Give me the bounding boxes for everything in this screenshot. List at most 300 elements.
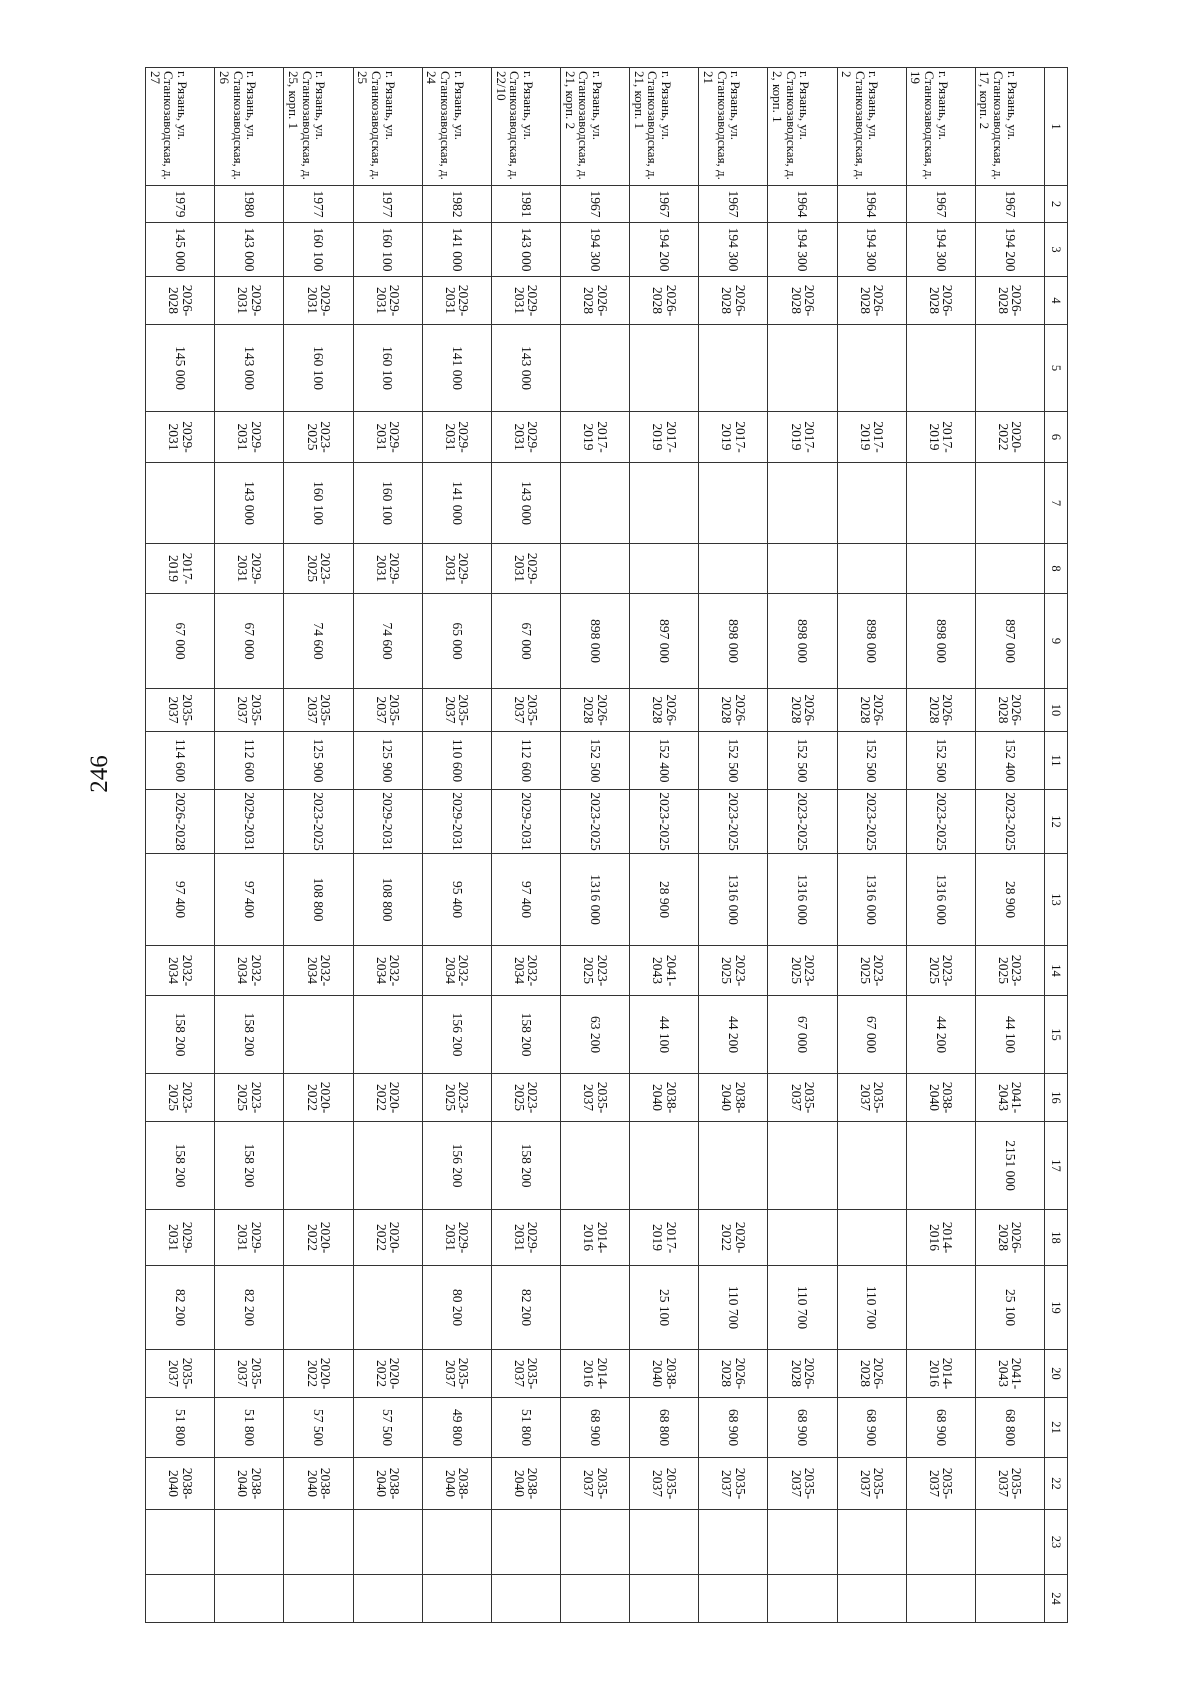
table-cell: 2023-2025: [699, 790, 768, 854]
table-cell: [837, 544, 906, 594]
table-cell: 2029-2031: [146, 1210, 215, 1266]
table-cell: 112 600: [491, 732, 560, 790]
column-header: 22: [1045, 1458, 1068, 1510]
table-cell: 2023-2025: [561, 946, 630, 996]
table-cell: 67 000: [491, 594, 560, 689]
table-cell: [630, 325, 699, 412]
table-cell: [975, 1575, 1044, 1623]
table-cell: 51 800: [491, 1398, 560, 1458]
table-cell: [630, 463, 699, 544]
table-cell: 68 900: [768, 1398, 837, 1458]
table-cell: 97 400: [146, 854, 215, 946]
table-cell: 1316 000: [906, 854, 975, 946]
table-cell: 2023-2025: [906, 790, 975, 854]
table-cell: 28 900: [975, 854, 1044, 946]
column-header: 16: [1045, 1074, 1068, 1122]
table-cell: [284, 1266, 353, 1350]
table-cell: [768, 1210, 837, 1266]
table-cell: 63 200: [561, 996, 630, 1074]
table-cell: 2029-2031: [422, 790, 491, 854]
table-cell: 1980: [215, 186, 284, 223]
table-cell: 2026-2028: [768, 689, 837, 732]
table-row: [630, 68, 699, 1623]
table-cell: [353, 1575, 422, 1623]
table-cell: 145 000: [146, 223, 215, 277]
column-header: 6: [1045, 412, 1068, 463]
table-cell: 108 800: [353, 854, 422, 946]
table-cell: 194 200: [975, 223, 1044, 277]
table-cell: [215, 1575, 284, 1623]
table-cell: 2026-2028: [837, 1350, 906, 1398]
column-header: 18: [1045, 1210, 1068, 1266]
table-cell: 2026-2028: [699, 689, 768, 732]
table-cell: 2020-2022: [975, 412, 1044, 463]
table-cell: 2020-2022: [353, 1350, 422, 1398]
table-cell: 141 000: [422, 325, 491, 412]
table-cell: 152 500: [906, 732, 975, 790]
column-header: 10: [1045, 689, 1068, 732]
table-cell: [561, 325, 630, 412]
column-header: 2: [1045, 186, 1068, 223]
table-cell: 1316 000: [561, 854, 630, 946]
table-cell: 152 500: [837, 732, 906, 790]
table-cell: [906, 325, 975, 412]
table-cell: 67 000: [837, 996, 906, 1074]
table-cell: [630, 544, 699, 594]
table-cell: 2035-2037: [630, 1458, 699, 1510]
address-cell: г. Рязань, ул. Станкозаводская, д. 25, корп. 1: [284, 68, 353, 186]
table-cell: [699, 1575, 768, 1623]
table-cell: 141 000: [422, 463, 491, 544]
table-cell: 2023-2025: [561, 790, 630, 854]
table-cell: 158 200: [215, 1122, 284, 1210]
table-cell: [284, 1575, 353, 1623]
header-row: [1045, 68, 1068, 1623]
table-cell: [975, 325, 1044, 412]
table-cell: 160 100: [284, 223, 353, 277]
table-cell: 156 200: [422, 1122, 491, 1210]
table-cell: 2023-2025: [768, 790, 837, 854]
table-cell: 2032-2034: [284, 946, 353, 996]
table-cell: 2020-2022: [699, 1210, 768, 1266]
table-cell: 2038-2040: [630, 1074, 699, 1122]
table-cell: [491, 1575, 560, 1623]
table-cell: 97 400: [215, 854, 284, 946]
table-cell: 2023-2025: [837, 946, 906, 996]
table-cell: 2023-2025: [699, 946, 768, 996]
table-cell: 44 100: [975, 996, 1044, 1074]
table-row: [837, 68, 906, 1623]
table-cell: [353, 996, 422, 1074]
table-cell: [906, 1122, 975, 1210]
table-cell: 2017-2019: [837, 412, 906, 463]
table-cell: 110 600: [422, 732, 491, 790]
table-cell: [561, 544, 630, 594]
table-cell: [146, 1575, 215, 1623]
table-cell: 44 100: [630, 996, 699, 1074]
table-cell: 2020-2022: [353, 1074, 422, 1122]
table-cell: 68 800: [975, 1398, 1044, 1458]
table-cell: [837, 325, 906, 412]
table-cell: 2014-2016: [906, 1350, 975, 1398]
table-cell: 152 400: [630, 732, 699, 790]
table-cell: 2026-2028: [837, 277, 906, 325]
table-cell: 2023-2025: [768, 946, 837, 996]
table-cell: 74 600: [353, 594, 422, 689]
table-cell: [284, 1122, 353, 1210]
table-cell: 2017-2019: [699, 412, 768, 463]
table-cell: 110 700: [837, 1266, 906, 1350]
table-cell: 2038-2040: [215, 1458, 284, 1510]
table-cell: 2023-2025: [975, 946, 1044, 996]
table-row: [906, 68, 975, 1623]
table-cell: [561, 1266, 630, 1350]
table-cell: 1977: [284, 186, 353, 223]
table-cell: 114 600: [146, 732, 215, 790]
table-cell: 110 700: [699, 1266, 768, 1350]
table-cell: 80 200: [422, 1266, 491, 1350]
table-cell: 2035-2037: [422, 1350, 491, 1398]
table-cell: 2029-2031: [491, 544, 560, 594]
table-cell: 2041-2043: [975, 1350, 1044, 1398]
table-cell: 2038-2040: [630, 1350, 699, 1398]
table-cell: 1316 000: [699, 854, 768, 946]
table-cell: [837, 1210, 906, 1266]
table-cell: 2023-2025: [837, 790, 906, 854]
table-row: [284, 68, 353, 1623]
table-cell: 160 100: [284, 463, 353, 544]
address-cell: г. Рязань, ул. Станкозаводская, д. 19: [906, 68, 975, 186]
table-cell: 2026-2028: [561, 689, 630, 732]
table-cell: 2014-2016: [561, 1210, 630, 1266]
table-cell: 2026-2028: [699, 1350, 768, 1398]
table-cell: 2035-2037: [768, 1074, 837, 1122]
column-header: 20: [1045, 1350, 1068, 1398]
table-cell: 2035-2037: [561, 1074, 630, 1122]
table-cell: [561, 1122, 630, 1210]
table-cell: 1967: [630, 186, 699, 223]
table-cell: [837, 463, 906, 544]
column-header: 15: [1045, 996, 1068, 1074]
table-cell: 2035-2037: [422, 689, 491, 732]
table-cell: 67 000: [146, 594, 215, 689]
column-header: 9: [1045, 594, 1068, 689]
table-cell: 2017-2019: [146, 544, 215, 594]
table-row: [699, 68, 768, 1623]
table-cell: [630, 1575, 699, 1623]
address-cell: г. Рязань, ул. Станкозаводская, д. 22/10: [491, 68, 560, 186]
table-cell: 143 000: [215, 223, 284, 277]
address-cell: г. Рязань, ул. Станкозаводская, д. 17, корп. 2: [975, 68, 1044, 186]
table-cell: 2023-2025: [491, 1074, 560, 1122]
table-cell: 2026-2028: [561, 277, 630, 325]
table-cell: 2032-2034: [353, 946, 422, 996]
table-cell: 2035-2037: [837, 1458, 906, 1510]
address-cell: г. Рязань, ул. Станкозаводская, д. 21, корп. 2: [561, 68, 630, 186]
table-cell: 2029-2031: [215, 277, 284, 325]
table-cell: [699, 1510, 768, 1575]
table-cell: [768, 544, 837, 594]
table-cell: 194 300: [699, 223, 768, 277]
table-cell: 2026-2028: [768, 277, 837, 325]
table-row: [491, 68, 560, 1623]
table-cell: 2023-2025: [975, 790, 1044, 854]
table-cell: 1316 000: [837, 854, 906, 946]
table-row: [422, 68, 491, 1623]
table-cell: 897 000: [975, 594, 1044, 689]
table-cell: 2023-2025: [906, 946, 975, 996]
table-cell: 152 400: [975, 732, 1044, 790]
table-cell: [699, 544, 768, 594]
table-cell: 158 200: [215, 996, 284, 1074]
table-cell: 2038-2040: [146, 1458, 215, 1510]
table-cell: 25 100: [630, 1266, 699, 1350]
column-header: 3: [1045, 223, 1068, 277]
column-header: 17: [1045, 1122, 1068, 1210]
table-cell: [699, 1122, 768, 1210]
table-cell: 125 900: [284, 732, 353, 790]
table-cell: 2023-2025: [630, 790, 699, 854]
table-cell: 2035-2037: [215, 1350, 284, 1398]
table-cell: [561, 1575, 630, 1623]
column-header: 1: [1045, 68, 1068, 186]
table-cell: 2023-2025: [146, 1074, 215, 1122]
table-cell: 2023-2025: [215, 1074, 284, 1122]
table-cell: 2035-2037: [768, 1458, 837, 1510]
table-cell: [768, 325, 837, 412]
table-cell: [284, 1510, 353, 1575]
table-cell: 1967: [699, 186, 768, 223]
table-cell: 143 000: [491, 325, 560, 412]
table-cell: 160 100: [353, 325, 422, 412]
table-cell: 2014-2016: [561, 1350, 630, 1398]
table-cell: 2020-2022: [284, 1074, 353, 1122]
table-cell: 143 000: [491, 223, 560, 277]
table-cell: 898 000: [837, 594, 906, 689]
table-container: [145, 67, 1068, 1623]
table-cell: [975, 1510, 1044, 1575]
table-cell: 2029-2031: [353, 412, 422, 463]
table-cell: 44 200: [906, 996, 975, 1074]
table-cell: 2017-2019: [630, 412, 699, 463]
table-cell: [768, 1122, 837, 1210]
table-cell: 2029-2031: [215, 544, 284, 594]
table-cell: 2029-2031: [422, 412, 491, 463]
table-cell: 2035-2037: [146, 689, 215, 732]
address-cell: г. Рязань, ул. Станкозаводская, д. 21: [699, 68, 768, 186]
table-cell: 2041-2043: [975, 1074, 1044, 1122]
table-cell: [906, 544, 975, 594]
table-cell: 44 200: [699, 996, 768, 1074]
column-header: 23: [1045, 1510, 1068, 1575]
table-cell: 898 000: [906, 594, 975, 689]
table-cell: 2035-2037: [215, 689, 284, 732]
table-cell: 82 200: [146, 1266, 215, 1350]
table-cell: 112 600: [215, 732, 284, 790]
table-cell: 68 900: [906, 1398, 975, 1458]
table-cell: 152 500: [768, 732, 837, 790]
table-cell: 49 800: [422, 1398, 491, 1458]
table-cell: 160 100: [353, 463, 422, 544]
column-header: 13: [1045, 854, 1068, 946]
table-cell: 65 000: [422, 594, 491, 689]
table-cell: 67 000: [215, 594, 284, 689]
table-cell: 158 200: [146, 996, 215, 1074]
table-row: [146, 68, 215, 1623]
table-row: [975, 68, 1044, 1623]
table-cell: 2020-2022: [353, 1210, 422, 1266]
table-cell: 2029-2031: [422, 1210, 491, 1266]
table-cell: 2035-2037: [353, 689, 422, 732]
table-cell: 74 600: [284, 594, 353, 689]
table-cell: 2026-2028: [699, 277, 768, 325]
table-cell: 2035-2037: [561, 1458, 630, 1510]
table-cell: 1316 000: [768, 854, 837, 946]
table-cell: 2038-2040: [491, 1458, 560, 1510]
table-cell: 897 000: [630, 594, 699, 689]
table-cell: 2035-2037: [699, 1458, 768, 1510]
table-cell: 2038-2040: [906, 1074, 975, 1122]
table-cell: [906, 1510, 975, 1575]
table-cell: 156 200: [422, 996, 491, 1074]
table-cell: 110 700: [768, 1266, 837, 1350]
table-cell: 2026-2028: [146, 277, 215, 325]
table-cell: 898 000: [768, 594, 837, 689]
table-cell: 898 000: [699, 594, 768, 689]
table-cell: 2026-2028: [630, 277, 699, 325]
table-cell: 194 200: [630, 223, 699, 277]
table-cell: [353, 1122, 422, 1210]
table-cell: 194 300: [906, 223, 975, 277]
address-cell: г. Рязань, ул. Станкозаводская, д. 26: [215, 68, 284, 186]
table-cell: 2023-2025: [284, 412, 353, 463]
table-cell: [768, 1510, 837, 1575]
page-number: 246: [86, 755, 113, 793]
table-cell: 25 100: [975, 1266, 1044, 1350]
table-cell: 2032-2034: [422, 946, 491, 996]
table-cell: 194 300: [768, 223, 837, 277]
table-row: [768, 68, 837, 1623]
table-cell: 2026-2028: [975, 277, 1044, 325]
table-cell: 1977: [353, 186, 422, 223]
table-cell: 67 000: [768, 996, 837, 1074]
table-cell: 95 400: [422, 854, 491, 946]
table-cell: 68 900: [561, 1398, 630, 1458]
table-cell: 1981: [491, 186, 560, 223]
table-cell: 2023-2025: [284, 544, 353, 594]
table-cell: [837, 1510, 906, 1575]
column-header: 21: [1045, 1398, 1068, 1458]
table-cell: [837, 1575, 906, 1623]
table-cell: 2032-2034: [215, 946, 284, 996]
table-cell: [837, 1122, 906, 1210]
table-cell: 898 000: [561, 594, 630, 689]
table-cell: 2151 000: [975, 1122, 1044, 1210]
table-cell: 1964: [837, 186, 906, 223]
address-cell: г. Рязань, ул. Станкозаводская, д. 2: [837, 68, 906, 186]
table-cell: 2026-2028: [906, 277, 975, 325]
table-cell: 152 500: [699, 732, 768, 790]
table-cell: 143 000: [215, 325, 284, 412]
table-cell: 125 900: [353, 732, 422, 790]
address-cell: г. Рязань, ул. Станкозаводская, д. 24: [422, 68, 491, 186]
table-cell: [906, 1266, 975, 1350]
table-cell: 68 900: [699, 1398, 768, 1458]
table-cell: [353, 1510, 422, 1575]
table-cell: 2020-2022: [284, 1350, 353, 1398]
table-cell: 2035-2037: [146, 1350, 215, 1398]
table-cell: 2026-2028: [768, 1350, 837, 1398]
table-cell: [561, 1510, 630, 1575]
address-cell: г. Рязань, ул. Станкозаводская, д. 27: [146, 68, 215, 186]
table-cell: 2035-2037: [491, 689, 560, 732]
table-cell: 2026-2028: [906, 689, 975, 732]
table-cell: 2017-2019: [768, 412, 837, 463]
table-cell: 2026-2028: [630, 689, 699, 732]
table-cell: [491, 1510, 560, 1575]
table-cell: 2038-2040: [422, 1458, 491, 1510]
table-cell: [422, 1575, 491, 1623]
table-cell: 2029-2031: [146, 412, 215, 463]
address-cell: г. Рязань, ул. Станкозаводская, д. 21, корп. 1: [630, 68, 699, 186]
table-cell: 2038-2040: [353, 1458, 422, 1510]
table-cell: 1982: [422, 186, 491, 223]
table-cell: 2032-2034: [491, 946, 560, 996]
table-cell: [422, 1510, 491, 1575]
table-cell: [630, 1510, 699, 1575]
table-cell: 97 400: [491, 854, 560, 946]
table-row: [353, 68, 422, 1623]
table-cell: 28 900: [630, 854, 699, 946]
table-cell: [906, 1575, 975, 1623]
table-cell: 160 100: [353, 223, 422, 277]
table-cell: 2029-2031: [353, 544, 422, 594]
column-header: 4: [1045, 277, 1068, 325]
table-cell: 2023-2025: [422, 1074, 491, 1122]
table-cell: 194 300: [561, 223, 630, 277]
table-cell: 2026-2028: [837, 689, 906, 732]
table-cell: 2029-2031: [215, 790, 284, 854]
table-cell: [146, 1510, 215, 1575]
table-body: [146, 68, 1045, 1623]
table-cell: 2020-2022: [284, 1210, 353, 1266]
table-cell: 108 800: [284, 854, 353, 946]
table-cell: 143 000: [215, 463, 284, 544]
table-cell: 2038-2040: [284, 1458, 353, 1510]
table-cell: 160 100: [284, 325, 353, 412]
table-cell: 2029-2031: [491, 412, 560, 463]
table-cell: 2017-2019: [630, 1210, 699, 1266]
table-cell: 57 500: [353, 1398, 422, 1458]
table-cell: [768, 1575, 837, 1623]
table-cell: 1979: [146, 186, 215, 223]
table-cell: 158 200: [491, 1122, 560, 1210]
table-cell: 2032-2034: [146, 946, 215, 996]
table-cell: 2026-2028: [975, 1210, 1044, 1266]
table-cell: [630, 1122, 699, 1210]
table-cell: 2017-2019: [561, 412, 630, 463]
table-cell: 1967: [561, 186, 630, 223]
table-cell: 2029-2031: [284, 277, 353, 325]
table-cell: [353, 1266, 422, 1350]
table-cell: 2014-2016: [906, 1210, 975, 1266]
column-header: 12: [1045, 790, 1068, 854]
table-cell: 2035-2037: [975, 1458, 1044, 1510]
table-cell: 2038-2040: [699, 1074, 768, 1122]
table-cell: 141 000: [422, 223, 491, 277]
table-cell: 2029-2031: [353, 790, 422, 854]
table-cell: 51 800: [215, 1398, 284, 1458]
